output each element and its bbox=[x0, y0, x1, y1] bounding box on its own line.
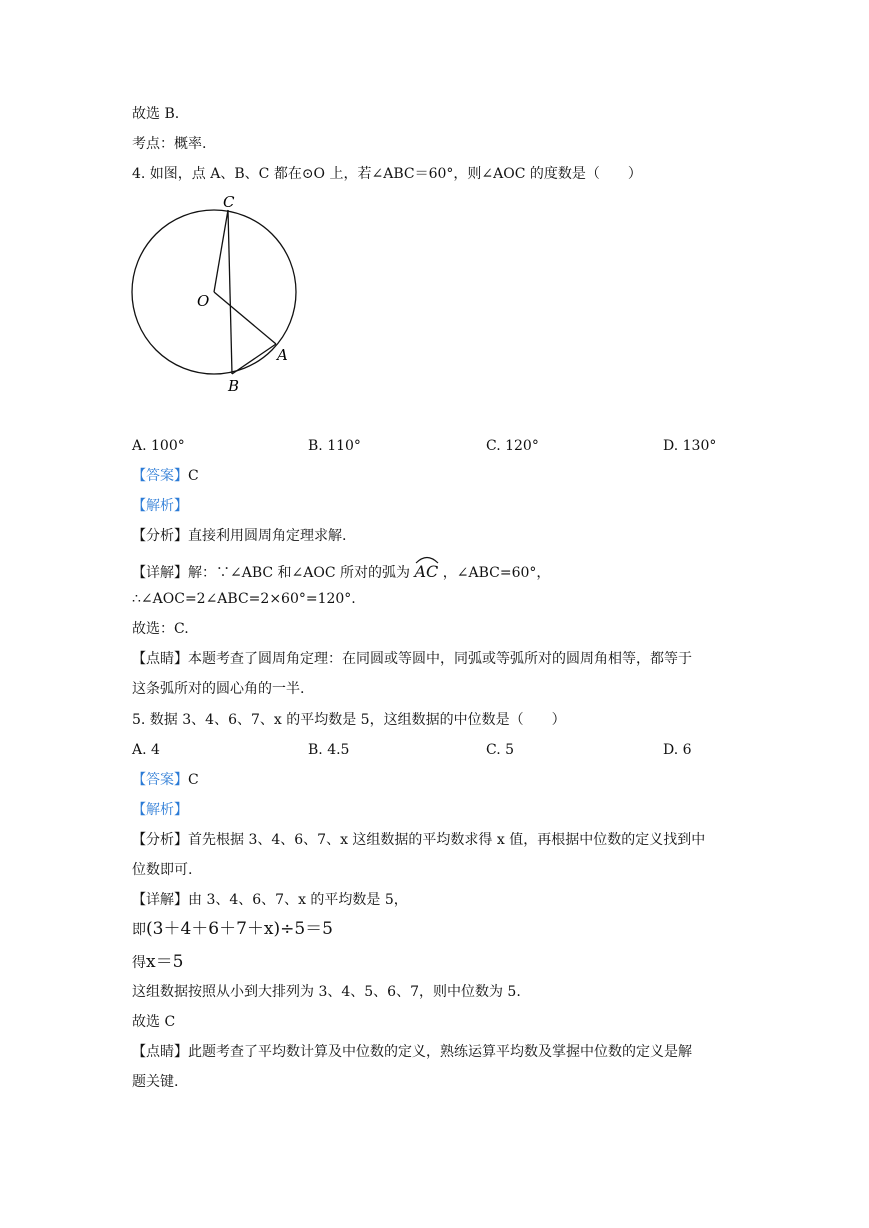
option-a: A. 4 bbox=[132, 742, 160, 758]
question-4-answer bbox=[132, 466, 199, 486]
knowledge-point-line: 考点：概率. bbox=[132, 136, 207, 152]
question-4-choose: 故选：C. bbox=[132, 621, 189, 637]
segment-cb bbox=[228, 210, 232, 374]
option-d: D. 6 bbox=[663, 742, 692, 758]
option-b: B. 110° bbox=[308, 438, 361, 454]
option-c: C. 5 bbox=[486, 742, 515, 758]
question-5-answer bbox=[132, 770, 199, 790]
equation-x: x＝5 bbox=[146, 952, 184, 972]
answer-tag: 【答案】 bbox=[132, 468, 188, 484]
question-4-fenxi: 【分析】直接利用圆周角定理求解. bbox=[132, 528, 347, 544]
question-5-sorted: 这组数据按照从小到大排列为 3、4、5、6、7，则中位数为 5. bbox=[132, 984, 521, 1000]
label-a: A bbox=[277, 346, 288, 364]
segment-ba bbox=[232, 344, 276, 374]
question-4-options bbox=[132, 436, 772, 456]
question-4-detail bbox=[132, 558, 550, 583]
option-b: B. 4.5 bbox=[308, 742, 350, 758]
question-5-analysis-tag: 【解析】 bbox=[132, 802, 188, 818]
question-4-analysis-tag: 【解析】 bbox=[132, 498, 188, 514]
circle-figure bbox=[126, 190, 306, 400]
question-5-equation-1 bbox=[132, 919, 333, 940]
question-5-stem: 5. 数据 3、4、6、7、x 的平均数是 5，这组数据的中位数是（ ） bbox=[132, 712, 566, 728]
option-a: A. 100° bbox=[132, 438, 185, 454]
equation-prefix: 得 bbox=[132, 955, 146, 971]
question-4-dianjing-1: 【点睛】本题考查了圆周角定理：在同圆或等圆中，同弧或等弧所对的圆周角相等，都等于 bbox=[132, 651, 692, 667]
previous-answer-line: 故选 B. bbox=[132, 106, 180, 122]
segment-oc bbox=[214, 210, 228, 292]
question-5-choose: 故选 C bbox=[132, 1014, 176, 1030]
option-c: C. 120° bbox=[486, 438, 539, 454]
arc-ac bbox=[414, 558, 438, 583]
segment-oa bbox=[214, 292, 276, 344]
question-5-fenxi-2: 位数即可. bbox=[132, 862, 193, 878]
option-d: D. 130° bbox=[663, 438, 717, 454]
detail-text-a: 【详解】解：∵∠ABC 和∠AOC 所对的弧为 bbox=[132, 565, 411, 581]
question-5-dianjing-1: 【点睛】此题考查了平均数计算及中位数的定义，熟练运算平均数及掌握中位数的定义是解 bbox=[132, 1044, 692, 1060]
question-4-dianjing-2: 这条弧所对的圆心角的一半. bbox=[132, 681, 305, 697]
detail-text-b: ，∠ABC=60°， bbox=[442, 565, 551, 581]
question-5-options bbox=[132, 740, 772, 760]
arc-label: AC bbox=[414, 562, 439, 581]
equation-prefix: 即 bbox=[132, 922, 146, 938]
equation-mean: (3＋4＋6＋7＋x)÷5＝5 bbox=[146, 919, 333, 939]
question-4-stem: 4. 如图，点 A、B、C 都在⊙O 上，若∠ABC＝60°，则∠AOC 的度数是（ ） bbox=[132, 166, 642, 182]
question-5-dianjing-2: 题关键. bbox=[132, 1074, 179, 1090]
answer-value: C bbox=[188, 772, 199, 788]
question-5-detail: 【详解】由 3、4、6、7、x 的平均数是 5， bbox=[132, 892, 408, 908]
question-4-therefore: ∴∠AOC=2∠ABC=2×60°=120°. bbox=[132, 591, 356, 607]
question-5-fenxi-1: 【分析】首先根据 3、4、6、7、x 这组数据的平均数求得 x 值，再根据中位数的定义找到中 bbox=[132, 832, 706, 848]
question-5-equation-2 bbox=[132, 952, 183, 973]
answer-tag: 【答案】 bbox=[132, 772, 188, 788]
label-o: O bbox=[197, 292, 210, 310]
answer-value: C bbox=[188, 468, 199, 484]
label-b: B bbox=[228, 377, 240, 395]
arc-mark bbox=[414, 554, 440, 564]
label-c: C bbox=[223, 193, 235, 211]
